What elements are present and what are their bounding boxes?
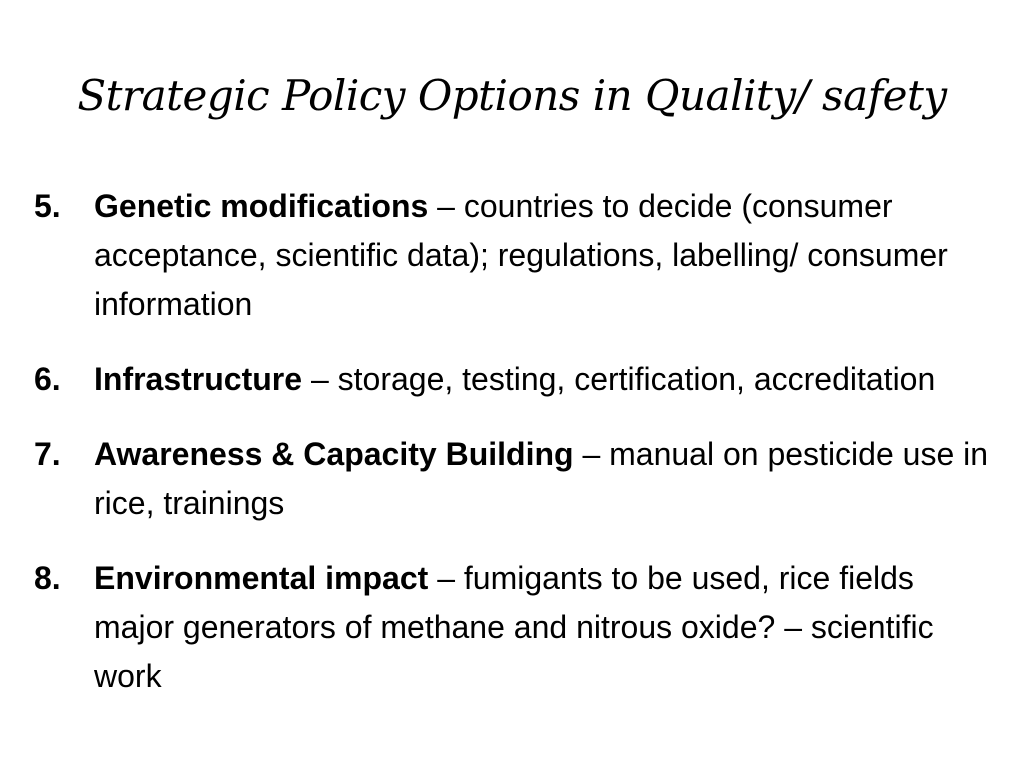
list-item-number: 8. [34, 560, 61, 596]
slide-title: Strategic Policy Options in Quality/ safety [77, 71, 947, 120]
list-item [34, 430, 994, 528]
list-item-text: – countries to decide (consumer acceptance, scientific data); regulations, labelling/ consumer information [94, 188, 948, 322]
list-item-number: 6. [34, 361, 61, 397]
list-item [34, 554, 994, 701]
list-item [34, 355, 994, 404]
list-item [34, 182, 994, 329]
list-item-number: 5. [34, 188, 61, 224]
list-item-heading: Genetic modifications [94, 188, 429, 224]
list-item-text: – storage, testing, certification, accreditation [302, 361, 936, 397]
list-item-number: 7. [34, 436, 61, 472]
list-item-heading: Awareness & Capacity Building [94, 436, 574, 472]
list-item-text: – fumigants to be used, rice fields major generators of methane and nitrous oxide? – scientific work [94, 560, 934, 694]
list-item-heading: Environmental impact [94, 560, 429, 596]
list-item-heading: Infrastructure [94, 361, 303, 397]
list-item-text: – manual on pesticide use in rice, trainings [94, 436, 989, 521]
numbered-list [34, 182, 994, 701]
